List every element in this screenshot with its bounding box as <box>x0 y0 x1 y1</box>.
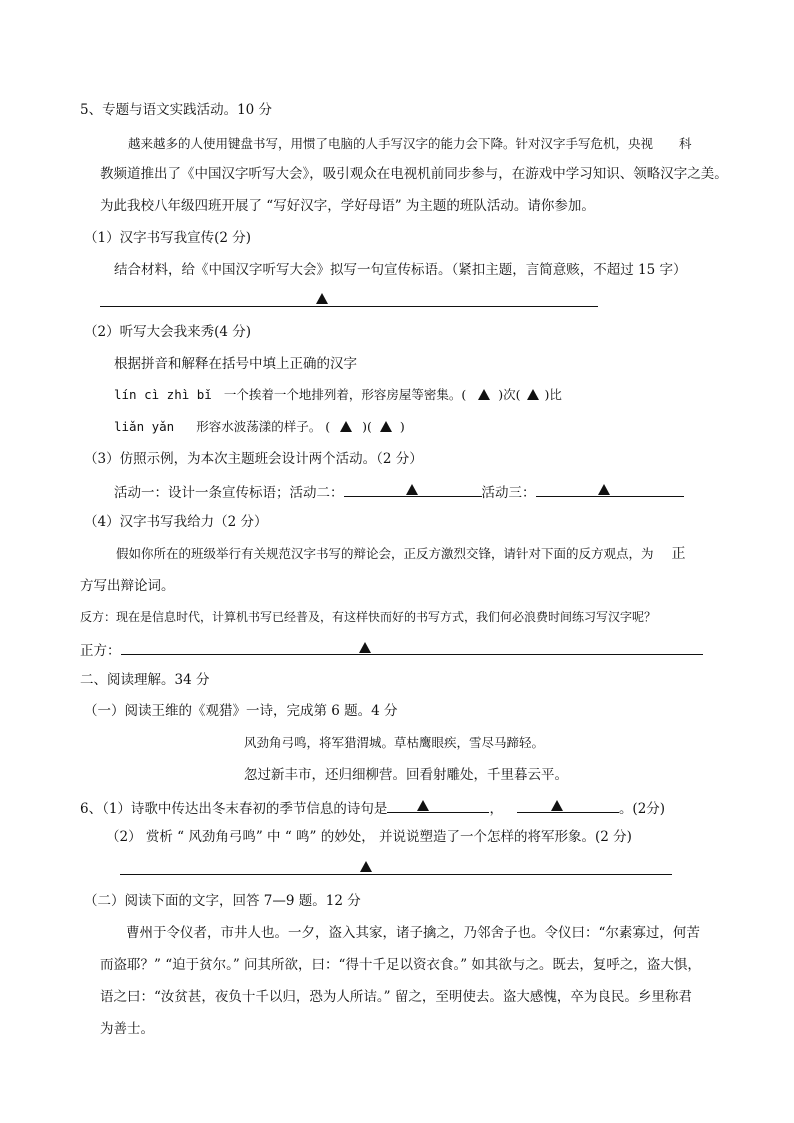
prose-line3: 语之曰：“汝贫甚，夜负十千以归，恐为人所诘。” 留之，至明使去。盗大感愧，卒为良民。乡里称君 <box>100 989 692 1005</box>
q5-intro-line1 <box>128 135 692 153</box>
q5-part3-row <box>114 482 684 502</box>
q5-part4-text-line1 <box>116 545 686 563</box>
section2-sub2: （二）阅读下面的文字，回答 7—9 题。12 分 <box>84 893 361 909</box>
q5-part4-text-line1-body: 假如你所在的班级举行有关规范汉字书写的辩论会，正反方激烈交锋，请针对下面的反方观点，为 <box>116 546 654 561</box>
q6-part1 <box>80 798 665 818</box>
answer-mark-icon <box>598 484 610 495</box>
q5-part2-row1 <box>114 386 562 404</box>
pro-side-answer-line[interactable] <box>121 640 703 655</box>
q5-part2-title: （2）听写大会我来秀(4 分) <box>84 324 252 340</box>
pinyin-row1: lín cì zhì bǐ <box>114 387 212 402</box>
q5-intro-line1-text: 越来越多的人使用键盘书写，用惯了电脑的人手写汉字的能力会下降。针对汉字手写危机，央视 <box>128 136 654 151</box>
q5-part4-title: （4）汉字书写我给力（2 分） <box>84 514 268 530</box>
prose-line4: 为善士。 <box>100 1021 154 1037</box>
definition-row1: 一个挨着一个地排列着，形容房屋等密集。( <box>223 387 467 402</box>
section2-sub1: （一）阅读王维的《观猎》一诗，完成第 6 题。4 分 <box>84 703 398 719</box>
q5-part2-row2 <box>114 418 405 436</box>
activity-prompt: 活动一：设计一条宣传标语；活动二： <box>114 485 344 501</box>
bracket-row2-mid: )( <box>362 419 372 434</box>
q6-answer-line2[interactable] <box>517 798 619 813</box>
answer-mark-icon[interactable] <box>527 389 539 400</box>
q6-part1-text: 6、（1）诗歌中传达出冬末春初的季节信息的诗句是 <box>80 801 388 817</box>
q5-part3-title: （3）仿照示例，为本次主题班会设计两个活动。（2 分） <box>84 451 423 467</box>
q5-part1-title: （1）汉字书写我宣传(2 分) <box>84 230 252 246</box>
pinyin-row2: liǎn yǎn <box>114 419 175 434</box>
answer-mark-icon <box>417 800 429 811</box>
q5-intro-line2: 教频道推出了《中国汉字听写大会》，吸引观众在电视机前同步参与，在游戏中学习知识、领略汉字之美。 <box>100 166 728 182</box>
answer-mark-icon <box>316 293 328 304</box>
q5-title: 5、专题与语文实践活动。10 分 <box>80 102 273 118</box>
answer-mark-icon <box>359 642 371 653</box>
q6-part2-answer-line[interactable] <box>120 860 672 875</box>
q5-part1-answer-line[interactable] <box>100 292 598 307</box>
q5-intro-line1-tail: 科 <box>679 136 692 151</box>
q6-score: 。(2分) <box>618 801 666 817</box>
poem-line2: 忽过新丰市，还归细柳营。回看射雕处，千里暮云平。 <box>244 767 568 783</box>
answer-mark-icon[interactable] <box>380 421 392 432</box>
answer-mark-icon <box>406 484 418 495</box>
prose-line1: 曹州于令仪者，市井人也。一夕，盗入其家，诸子擒之，乃邻舍子也。令仪曰：“尔素寡过，何苦 <box>126 925 700 941</box>
bracket-row1-mid: )次( <box>498 387 521 402</box>
q6-answer-line1[interactable] <box>387 798 489 813</box>
q6-part2: （2） 赏析 “ 风劲角弓鸣” 中 “ 鸣” 的妙处， 并说说塑造了一个怎样的将军形象。(2 分) <box>106 829 632 845</box>
q5-part2-text: 根据拼音和解释在括号中填上正确的汉字 <box>114 356 357 372</box>
section2-title: 二、阅读理解。34 分 <box>80 672 210 688</box>
q5-part1-text: 结合材料，给《中国汉字听写大会》拟写一句宣传标语。（紧扣主题，言简意赅，不超过 15 字） <box>114 262 687 278</box>
activity3-label: 活动三： <box>481 485 536 501</box>
poem-line1: 风劲角弓鸣，将军猎渭城。草枯鹰眼疾，雪尽马蹄轻。 <box>244 735 545 750</box>
activity3-answer-line[interactable] <box>536 482 684 497</box>
bracket-row2-end: ) <box>399 419 405 434</box>
activity2-answer-line[interactable] <box>344 482 482 497</box>
q5-part4-text-line2: 方写出辩论词。 <box>80 578 175 594</box>
definition-row2: 形容水波荡漾的样子。 ( <box>196 419 331 434</box>
q5-intro-line3: 为此我校八年级四班开展了 “写好汉字，学好母语” 为主题的班队活动。请你参加。 <box>100 198 595 214</box>
pro-side-label: 正方： <box>80 643 121 659</box>
q5-part4-text-line1-tail: 正 <box>671 546 686 562</box>
answer-mark-icon[interactable] <box>340 421 352 432</box>
answer-mark-icon <box>360 861 372 872</box>
q6-comma: ， <box>489 801 503 817</box>
answer-mark-icon[interactable] <box>478 389 490 400</box>
bracket-row1-end: )比 <box>544 387 562 402</box>
pro-side-row <box>80 640 703 660</box>
con-side-view: 反方：现在是信息时代，计算机书写已经普及，有这样快而好的书写方式，我们何必浪费时间练习写汉字呢？ <box>80 610 657 624</box>
answer-mark-icon <box>551 800 563 811</box>
prose-line2: 而盗耶？” “迫于贫尔。” 问其所欲，曰：“得十千足以资衣食。” 如其欲与之。既去，复呼之，盗大惧， <box>100 957 701 973</box>
